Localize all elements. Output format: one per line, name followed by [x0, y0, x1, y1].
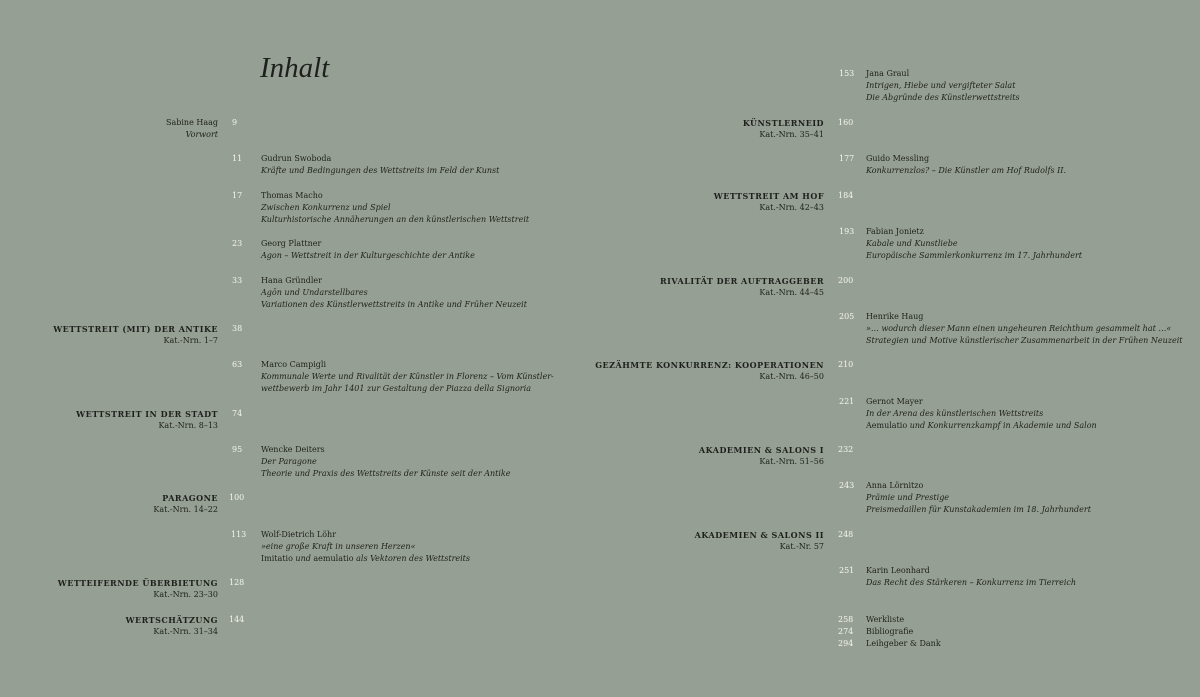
catalog-numbers: Kat.-Nrn. 44–45	[759, 288, 824, 297]
page-title: Inhalt	[260, 52, 330, 84]
essay-subtitle: Imitatio und aemulatio als Vektoren des Wettstreits	[261, 554, 471, 563]
page-number: 144	[229, 615, 245, 624]
page-number: 251	[839, 566, 855, 575]
section-entry[interactable]	[595, 359, 824, 383]
page-number: 113	[231, 530, 247, 539]
page-number: 100	[229, 493, 245, 502]
page-number: 243	[839, 481, 855, 490]
page-number: 23	[232, 239, 243, 248]
section-entry[interactable]	[58, 577, 218, 601]
essay-entry[interactable]	[866, 153, 1066, 177]
appendix-bibliografie[interactable]: Bibliografie	[866, 627, 914, 636]
page-number: 74	[232, 409, 243, 418]
author: Guido Messling	[866, 154, 930, 163]
catalog-numbers: Kat.-Nrn. 46–50	[759, 372, 824, 381]
page-number: 232	[838, 445, 854, 454]
essay-title: Das Recht des Stärkeren – Konkurrenz im Tierreich	[866, 578, 1077, 587]
essay-entry[interactable]	[866, 396, 1097, 432]
page-number: 193	[839, 227, 855, 236]
catalog-numbers: Kat.-Nrn. 31–34	[153, 627, 218, 636]
catalog-numbers: Kat.-Nrn. 42–43	[759, 203, 824, 212]
essay-subtitle: Theorie und Praxis des Wettstreits der Künste seit der Antike	[261, 469, 511, 478]
catalog-numbers: Kat.-Nrn. 14–22	[153, 505, 218, 514]
essay-title: Intrigen, Hiebe und vergifteter Salat	[866, 81, 1016, 90]
catalog-numbers: Kat.-Nrn. 35–41	[759, 130, 824, 139]
essay-title: Prämie und Prestige	[866, 493, 950, 502]
author: Henrike Haug	[866, 312, 924, 321]
author: Marco Campigli	[261, 360, 327, 369]
foreword-entry[interactable]	[166, 117, 218, 141]
page-number: 274	[838, 627, 854, 636]
page-number: 248	[838, 530, 854, 539]
section-entry[interactable]	[53, 323, 218, 347]
author: Gernot Mayer	[866, 397, 923, 406]
author: Thomas Macho	[261, 191, 323, 200]
page-number: 95	[232, 445, 243, 454]
section-title: PARAGONE	[162, 493, 218, 503]
page-number: 294	[838, 639, 854, 648]
essay-subtitle: Europäische Sammlerkonkurrenz im 17. Jahrhundert	[866, 251, 1083, 260]
catalog-numbers: Kat.-Nrn. 8–13	[158, 421, 218, 430]
appendix-werkliste[interactable]: Werkliste	[866, 615, 905, 624]
page-number: 160	[838, 118, 854, 127]
section-title: RIVALITÄT DER AUFTRAGGEBER	[660, 276, 824, 286]
essay-entry[interactable]	[261, 275, 527, 311]
essay-title: Agōn und Undarstellbares	[261, 288, 368, 297]
section-title: KÜNSTLERNEID	[742, 118, 824, 128]
author: Wolf-Dietrich Löhr	[261, 530, 337, 539]
page-number: 184	[838, 191, 854, 200]
section-title: WERTSCHÄTZUNG	[125, 615, 218, 625]
essay-title-continued: wettbewerb im Jahr 1401 zur Gestaltung der Piazza della Signoria	[261, 384, 531, 393]
section-title: WETTSTREIT IN DER STADT	[76, 409, 218, 419]
page-number: 221	[839, 397, 855, 406]
essay-subtitle: Aemulatio und Konkurrenzkampf in Akademie und Salon	[866, 421, 1097, 430]
section-entry[interactable]	[126, 614, 218, 638]
section-entry[interactable]	[660, 275, 824, 299]
essay-entry[interactable]	[866, 480, 1091, 516]
author: Georg Plattner	[261, 239, 322, 248]
essay-entry[interactable]	[261, 190, 529, 226]
essay-title: Kräfte und Bedingungen des Wettstreits im Feld der Kunst	[261, 166, 500, 175]
page-number: 128	[229, 578, 245, 587]
page-number: 258	[838, 615, 854, 624]
catalog-numbers: Kat.-Nrn. 1–7	[163, 336, 218, 345]
page-number: 63	[232, 360, 243, 369]
author: Sabine Haag	[166, 118, 218, 127]
essay-title: Agon – Wettstreit in der Kulturgeschichte der Antike	[261, 251, 475, 260]
essay-entry[interactable]	[261, 444, 511, 480]
appendix-leihgeber[interactable]: Leihgeber & Dank	[866, 639, 941, 648]
section-title: WETTEIFERNDE ÜBERBIETUNG	[57, 578, 218, 588]
essay-subtitle: Preismedaillen für Kunstakademien im 18. Jahrhundert	[866, 505, 1091, 514]
section-title: AKADEMIEN & SALONS I	[698, 445, 824, 455]
catalog-numbers: Kat.-Nrn. 51–56	[759, 457, 824, 466]
essay-title: Vorwort	[185, 130, 218, 139]
essay-entry[interactable]	[866, 68, 1020, 104]
essay-entry[interactable]	[261, 153, 499, 177]
section-title: WETTSTREIT (MIT) DER ANTIKE	[53, 324, 218, 334]
section-title: GEZÄHMTE KONKURRENZ: KOOPERATIONEN	[595, 360, 824, 370]
essay-title: In der Arena des künstlerischen Wettstreits	[866, 409, 1044, 418]
page-number: 153	[839, 69, 855, 78]
section-entry[interactable]	[699, 444, 824, 468]
section-entry[interactable]	[714, 190, 824, 214]
section-entry[interactable]	[743, 117, 824, 141]
essay-entry[interactable]	[866, 226, 1082, 262]
page-number: 200	[838, 276, 854, 285]
essay-title: Konkurrenzlos? – Die Künstler am Hof Rudolfs II.	[866, 166, 1067, 175]
author: Wencke Deiters	[261, 445, 325, 454]
essay-title: »… wodurch dieser Mann einen ungeheuren Reichthum gesammelt hat …«	[866, 324, 1172, 333]
essay-title: Zwischen Konkurrenz und Spiel	[261, 203, 391, 212]
author: Fabian Jonietz	[866, 227, 924, 236]
page-number: 38	[232, 324, 243, 333]
catalog-numbers: Kat.-Nr. 57	[779, 542, 824, 551]
page-number: 9	[232, 118, 238, 127]
author: Jana Graul	[866, 69, 910, 78]
essay-subtitle: Kulturhistorische Annäherungen an den künstlerischen Wettstreit	[261, 215, 530, 224]
section-title: WETTSTREIT AM HOF	[713, 191, 824, 201]
section-entry[interactable]	[153, 492, 218, 516]
page-number: 17	[232, 191, 243, 200]
author: Anna Lörnitzo	[866, 481, 924, 490]
section-title: AKADEMIEN & SALONS II	[694, 530, 824, 540]
essay-subtitle: Strategien und Motive künstlerischer Zusammenarbeit in der Frühen Neuzeit	[866, 336, 1183, 345]
essay-title: Der Paragone	[261, 457, 317, 466]
essay-title: »eine große Kraft in unseren Herzen«	[261, 542, 416, 551]
catalog-numbers: Kat.-Nrn. 23–30	[153, 590, 218, 599]
section-entry[interactable]	[695, 529, 824, 553]
essay-title: Kabale und Kunstliebe	[866, 239, 958, 248]
essay-entry[interactable]	[261, 529, 470, 565]
essay-entry[interactable]	[261, 238, 475, 262]
essay-entry[interactable]	[866, 565, 1076, 589]
essay-subtitle: Die Abgründe des Künstlerwettstreits	[866, 93, 1020, 102]
section-entry[interactable]	[76, 408, 218, 432]
essay-subtitle: Variationen des Künstlerwettstreits in Antike und Früher Neuzeit	[261, 300, 527, 309]
page-number: 177	[839, 154, 855, 163]
essay-entry[interactable]	[261, 359, 554, 395]
essay-entry[interactable]	[866, 311, 1183, 347]
author: Karin Leonhard	[866, 566, 930, 575]
page-number: 33	[232, 276, 243, 285]
page-number: 205	[839, 312, 855, 321]
page-number: 11	[232, 154, 243, 163]
essay-title: Kommunale Werte und Rivalität der Künstler in Florenz – Vom Künstler-	[261, 372, 554, 381]
page-number: 210	[838, 360, 854, 369]
author: Hana Gründler	[261, 276, 322, 285]
author: Gudrun Swoboda	[261, 154, 332, 163]
